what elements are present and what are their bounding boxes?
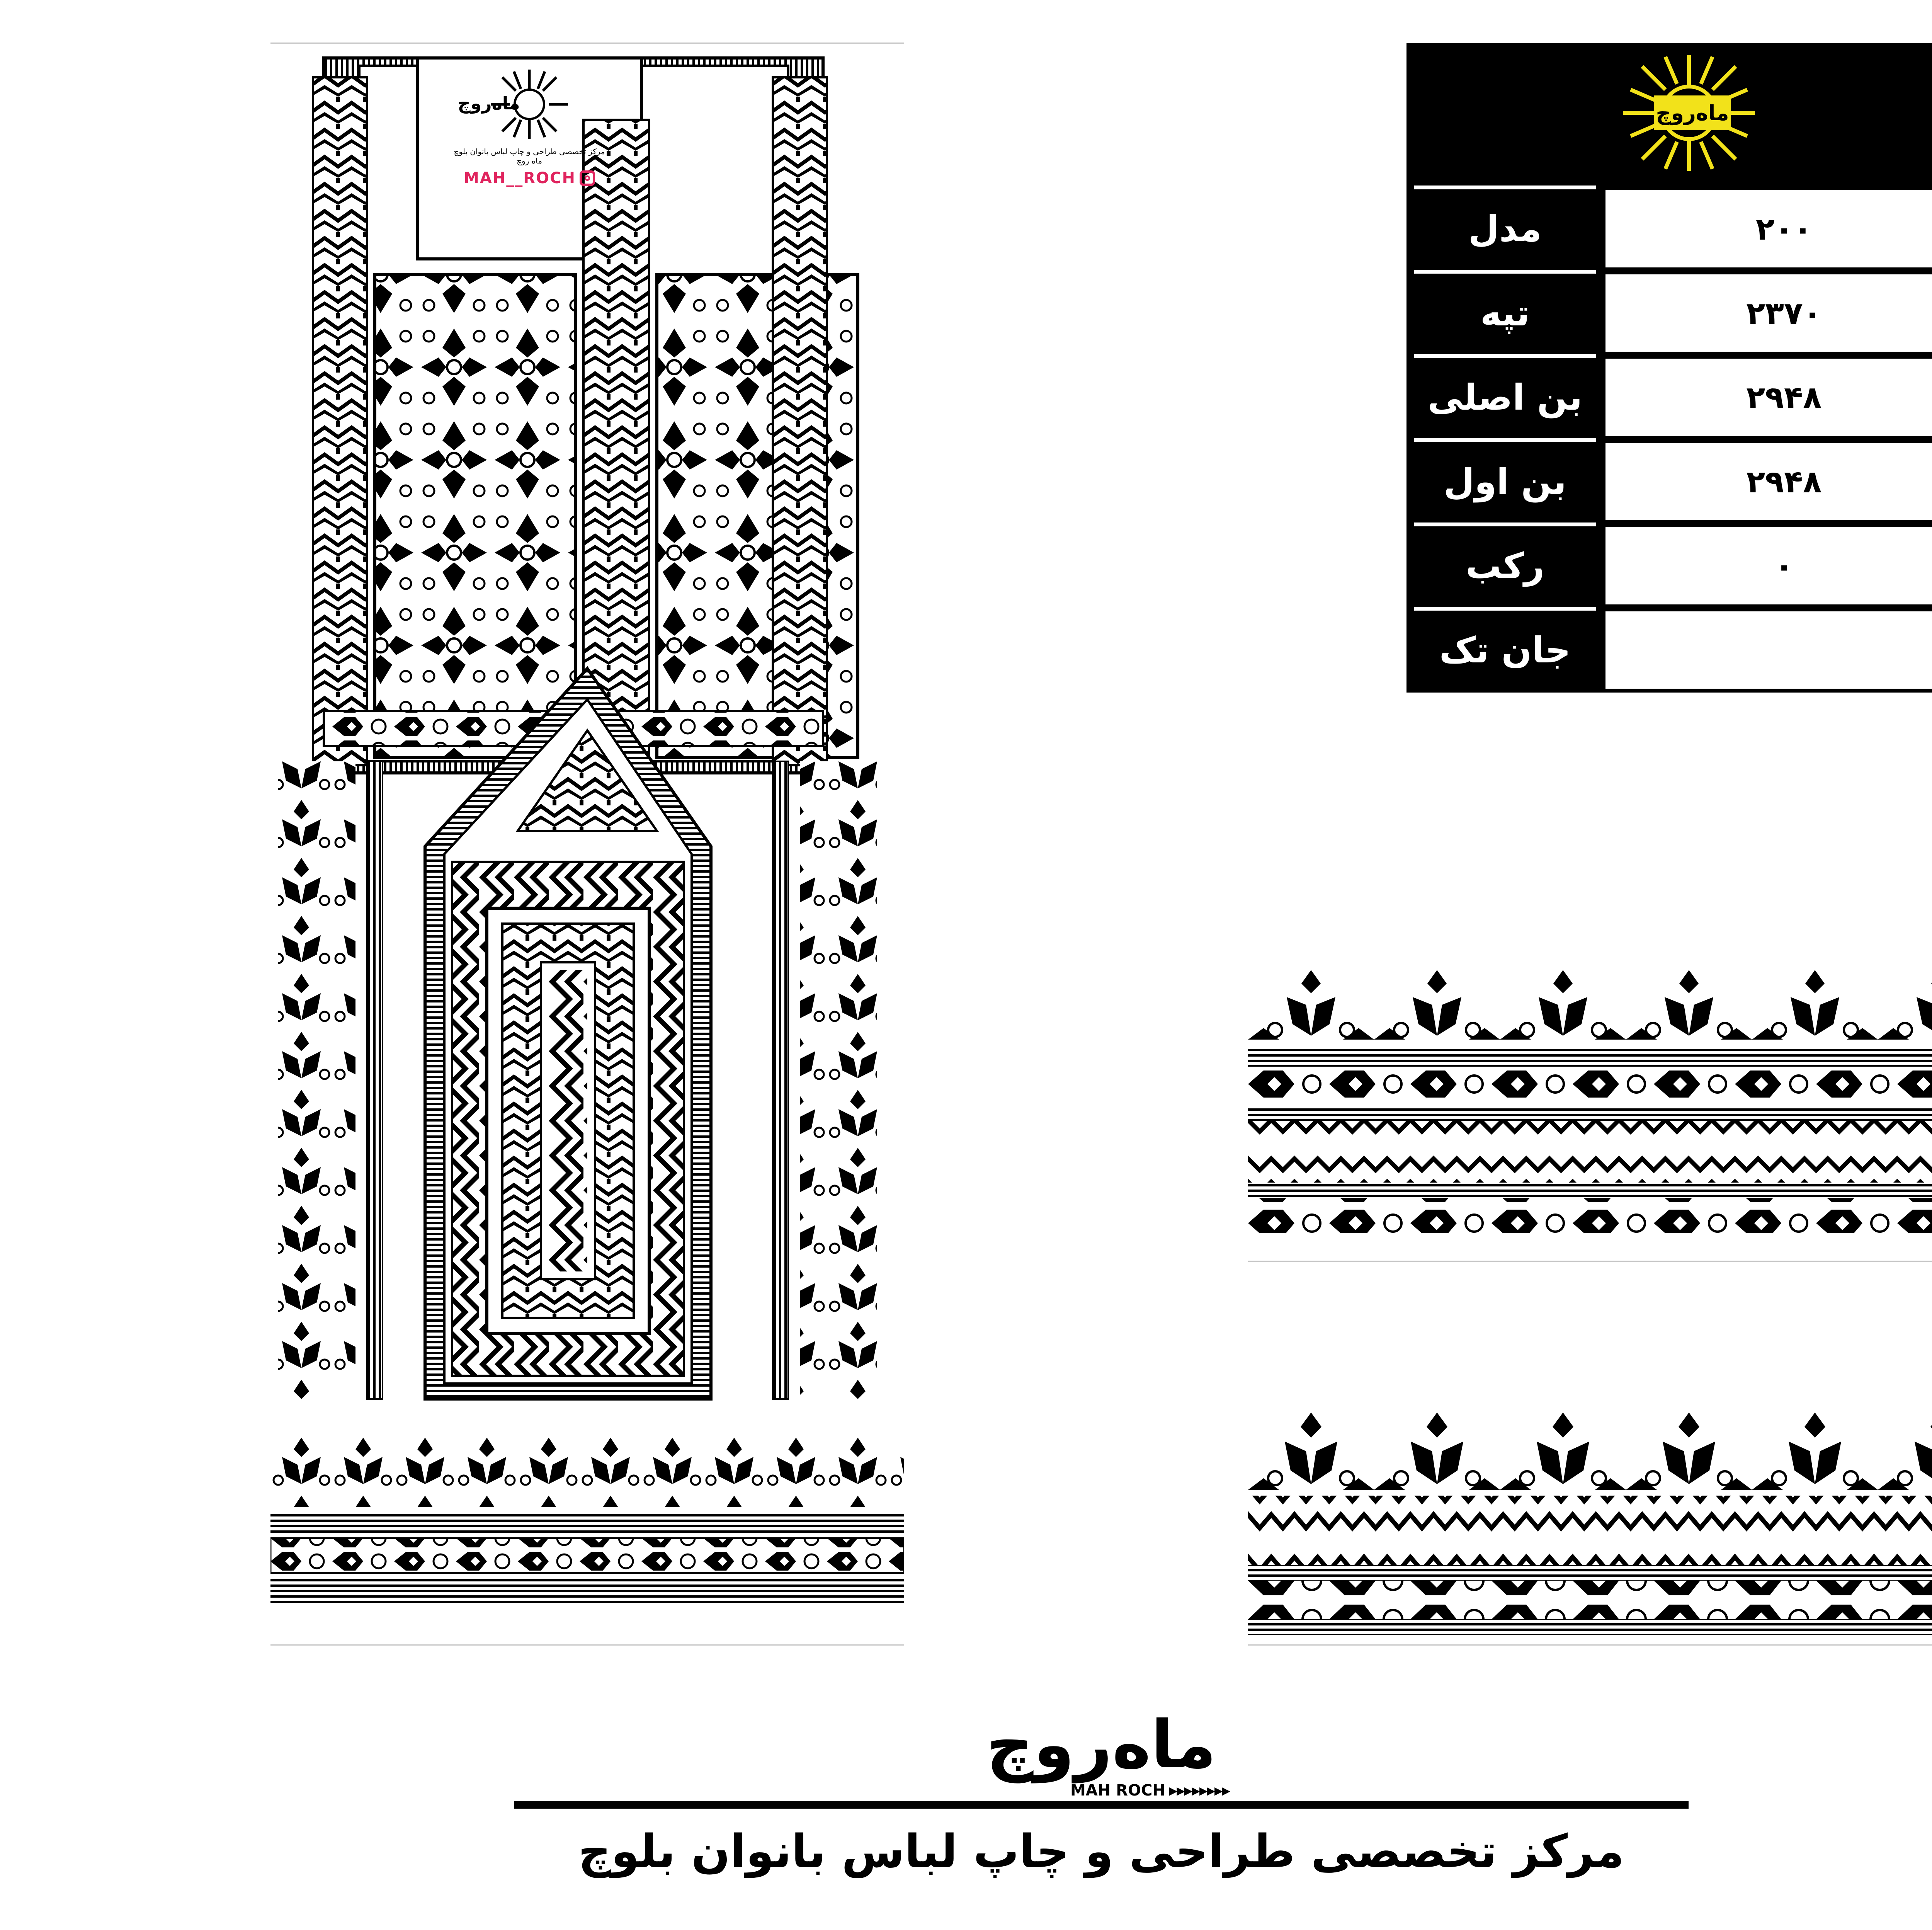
spec-label-jantak: جان تک [1414, 611, 1596, 689]
footer-brand-en: MAH ROCH [1070, 1782, 1165, 1799]
spec-table [1406, 43, 1932, 693]
spec-value-tappeh: ۲۳۷۰ [1605, 274, 1932, 352]
spec-label-model: مدل [1414, 190, 1596, 267]
spec-row-first-base [1406, 443, 1932, 524]
spec-row-jantak [1406, 611, 1932, 693]
spec-value-main-base: ۲۹۴۸ [1605, 359, 1932, 436]
footer-rule [514, 1801, 1689, 1809]
footer-arrows-icon: ▶▶▶▶▶▶▶▶ [1169, 1784, 1230, 1797]
spec-value-rekab: ۰ [1605, 527, 1932, 604]
spec-value-jantak [1605, 611, 1932, 689]
spec-row-separator [1414, 438, 1596, 442]
dress-logo-brand: ماه‌روچ [457, 93, 520, 114]
border-band-pattern-2 [1248, 1407, 1932, 1654]
instagram-handle-text: MAH__ROCH [464, 169, 576, 187]
spec-row-rekab [1406, 527, 1932, 608]
footer-brand-fa: ماه‌روچ [986, 1707, 1216, 1783]
band-divider-line [1248, 1261, 1932, 1262]
spec-row-separator [1414, 354, 1596, 358]
footer-tagline: مرکز تخصصی طراحی و چاپ لباس بانوان بلوچ [578, 1824, 1624, 1878]
spec-row-separator [1414, 270, 1596, 274]
footer-brand-logo [970, 1708, 1233, 1813]
instagram-handle [425, 169, 634, 187]
spec-label-first-base: بن اول [1414, 443, 1596, 520]
spec-label-main-base: بن اصلی [1414, 359, 1596, 436]
spec-row-separator [1414, 607, 1596, 611]
spec-label-tappeh: تپه [1414, 274, 1596, 352]
spec-row-main-base [1406, 359, 1932, 440]
footer-brand-en-row [1070, 1782, 1230, 1799]
spec-row-separator [1414, 186, 1596, 189]
border-band-pattern-1 [1248, 962, 1932, 1233]
spec-value-first-base: ۲۹۴۸ [1605, 443, 1932, 520]
dress-logo-line1: مرکز تخصصی طراحی و چاپ لباس بانوان بلوچ [454, 147, 605, 156]
spec-logo-brand: ماه‌روچ [1654, 95, 1731, 130]
spec-row-separator [1414, 522, 1596, 526]
dress-logo-line2: ماه روچ [517, 156, 542, 165]
spec-row-model [1406, 190, 1932, 271]
dress-logo-badge [425, 66, 634, 220]
spec-logo [1406, 43, 1932, 182]
spec-value-model: ۲۰۰ [1605, 190, 1932, 267]
spec-row-tappeh [1406, 274, 1932, 356]
spec-label-rekab: رکب [1414, 527, 1596, 604]
dress-pattern-panel [270, 43, 904, 1646]
instagram-icon [580, 170, 595, 186]
